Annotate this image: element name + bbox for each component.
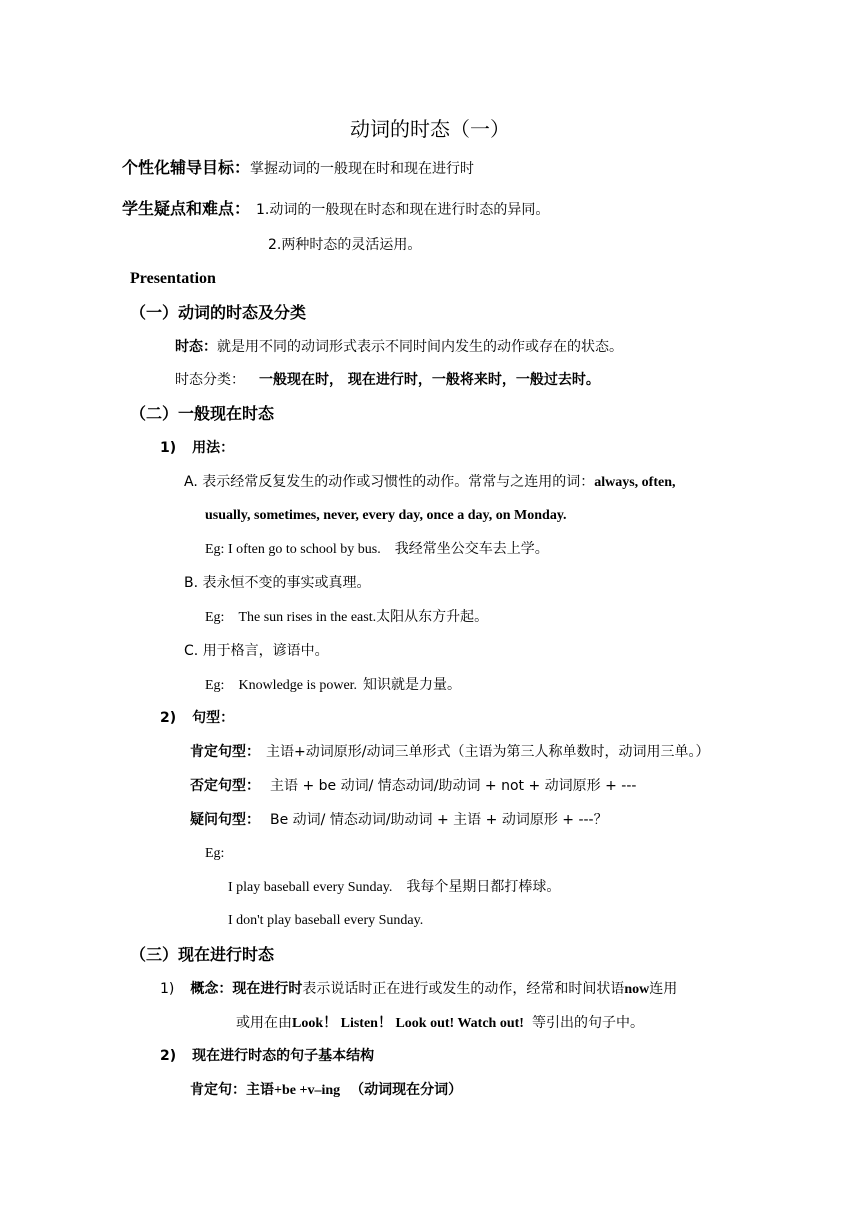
structure-number: 2) [160, 1048, 177, 1064]
usage-a-example-zh: 我经常坐公交车去上学。 [394, 541, 549, 557]
usage-c-example [205, 676, 461, 695]
presentation-heading: Presentation [130, 270, 216, 287]
usage-a-words-2: usually, sometimes, never, every day, once a day, on Monday. [205, 508, 567, 523]
concept-line2-pre: 或用在由 [236, 1015, 292, 1031]
difficulty-line [122, 199, 549, 219]
section1-classification [175, 371, 600, 389]
positive-pattern [190, 743, 709, 761]
concept-text: 表示说话时正在进行或发生的动作，经常和时间状语 [302, 981, 625, 997]
difficulty-item-2: 2.两种时态的灵活运用。 [268, 237, 422, 253]
pattern-example-1-en: I play baseball every Sunday. [228, 880, 393, 895]
positive-structure [190, 1081, 462, 1100]
structure-line [160, 1047, 374, 1065]
usage-c-line [184, 642, 329, 660]
pattern-line [160, 709, 234, 727]
usage-b-example-label: Eg: [205, 610, 225, 625]
section3-heading: （三）现在进行时态 [130, 945, 275, 964]
question-pattern [190, 811, 608, 829]
usage-a-example [205, 540, 549, 559]
usage-a-marker: A. [184, 474, 198, 490]
usage-c-example-zh: 知识就是力量。 [363, 677, 462, 693]
difficulty-label: 学生疑点和难点： [122, 199, 251, 218]
negative-pattern-text: 主语 + be 动词/ 情态动词/助动词 + not + 动词原形 + --- [270, 778, 637, 794]
pattern-example-label: Eg: [205, 846, 225, 861]
usage-b-example-zh: 太阳从东方升起。 [376, 609, 489, 625]
positive-structure-label: 肯定句： [190, 1082, 246, 1098]
usage-a-line [184, 473, 676, 492]
usage-a-example-en: Eg: I often go to school by bus. [205, 542, 381, 557]
section1-heading: （一）动词的时态及分类 [130, 303, 307, 322]
concept-number: 1) [160, 981, 175, 997]
negative-pattern [190, 777, 636, 795]
question-pattern-text: Be 动词/ 情态动词/助动词 + 主语 + 动词原形 + ---？ [270, 812, 608, 828]
usage-b-example-en: The sun rises in the east. [238, 610, 377, 625]
concept-line2-post: 等引出的句子中。 [531, 1015, 644, 1031]
positive-pattern-text: 主语+动词原形/动词三单形式（主语为第三人称单数时，动词用三单。） [266, 744, 710, 760]
usage-c-example-label: Eg: [205, 678, 225, 693]
structure-label: 现在进行时态的句子基本结构 [192, 1048, 375, 1064]
concept-line2-words: Look！ Listen！ Look out! Watch out! [292, 1016, 524, 1031]
concept-tail: 连用 [649, 981, 678, 997]
question-pattern-label: 疑问句型： [190, 812, 260, 828]
positive-pattern-label: 肯定句型： [190, 744, 260, 760]
classification-label: 时态分类： [175, 372, 245, 388]
usage-b-text: 表永恒不变的事实或真理。 [202, 575, 371, 591]
page-title: 动词的时态（一） [350, 117, 510, 141]
positive-structure-note: （动词现在分词） [350, 1082, 463, 1098]
goal-label: 个性化辅导目标： [122, 158, 251, 177]
pattern-example-1-zh: 我每个星期日都打棒球。 [406, 879, 561, 895]
concept-now: now [624, 982, 650, 997]
definition-text: 就是用不同的动词形式表示不同时间内发生的动作或存在的状态。 [217, 339, 623, 355]
section2-heading: （二）一般现在时态 [130, 404, 275, 423]
goal-text: 掌握动词的一般现在时和现在进行时 [250, 161, 475, 177]
goal-line [122, 158, 474, 178]
usage-a-text: 表示经常反复发生的动作或习惯性的动作。常常与之连用的词： [202, 474, 595, 490]
usage-number: 1) [160, 440, 177, 456]
concept-term: 现在进行时 [232, 981, 303, 997]
usage-b-line [184, 574, 371, 592]
usage-c-marker: C. [184, 643, 199, 659]
usage-b-marker: B. [184, 575, 199, 591]
definition-label: 时态： [175, 339, 217, 355]
concept-line-2 [236, 1014, 644, 1033]
positive-structure-text: 主语+be +v–ing [246, 1083, 341, 1098]
pattern-example-2: I don't play baseball every Sunday. [228, 913, 424, 928]
usage-c-text: 用于格言，谚语中。 [202, 643, 329, 659]
usage-b-example [205, 608, 488, 627]
concept-label: 概念： [190, 981, 233, 997]
concept-line [160, 980, 677, 999]
classification-text: 一般现在时， 现在进行时，一般将来时，一般过去时。 [259, 372, 600, 388]
usage-a-words-1: always, often, [594, 475, 676, 490]
usage-label: 用法： [192, 440, 235, 456]
usage-line [160, 439, 234, 457]
pattern-number: 2) [160, 710, 177, 726]
negative-pattern-label: 否定句型： [190, 778, 260, 794]
pattern-label: 句型： [192, 710, 235, 726]
pattern-example-1 [228, 878, 560, 897]
section1-definition [175, 338, 623, 356]
difficulty-item-1: 1.动词的一般现在时态和现在进行时态的异同。 [256, 202, 550, 218]
usage-c-example-en: Knowledge is power. [238, 678, 358, 693]
